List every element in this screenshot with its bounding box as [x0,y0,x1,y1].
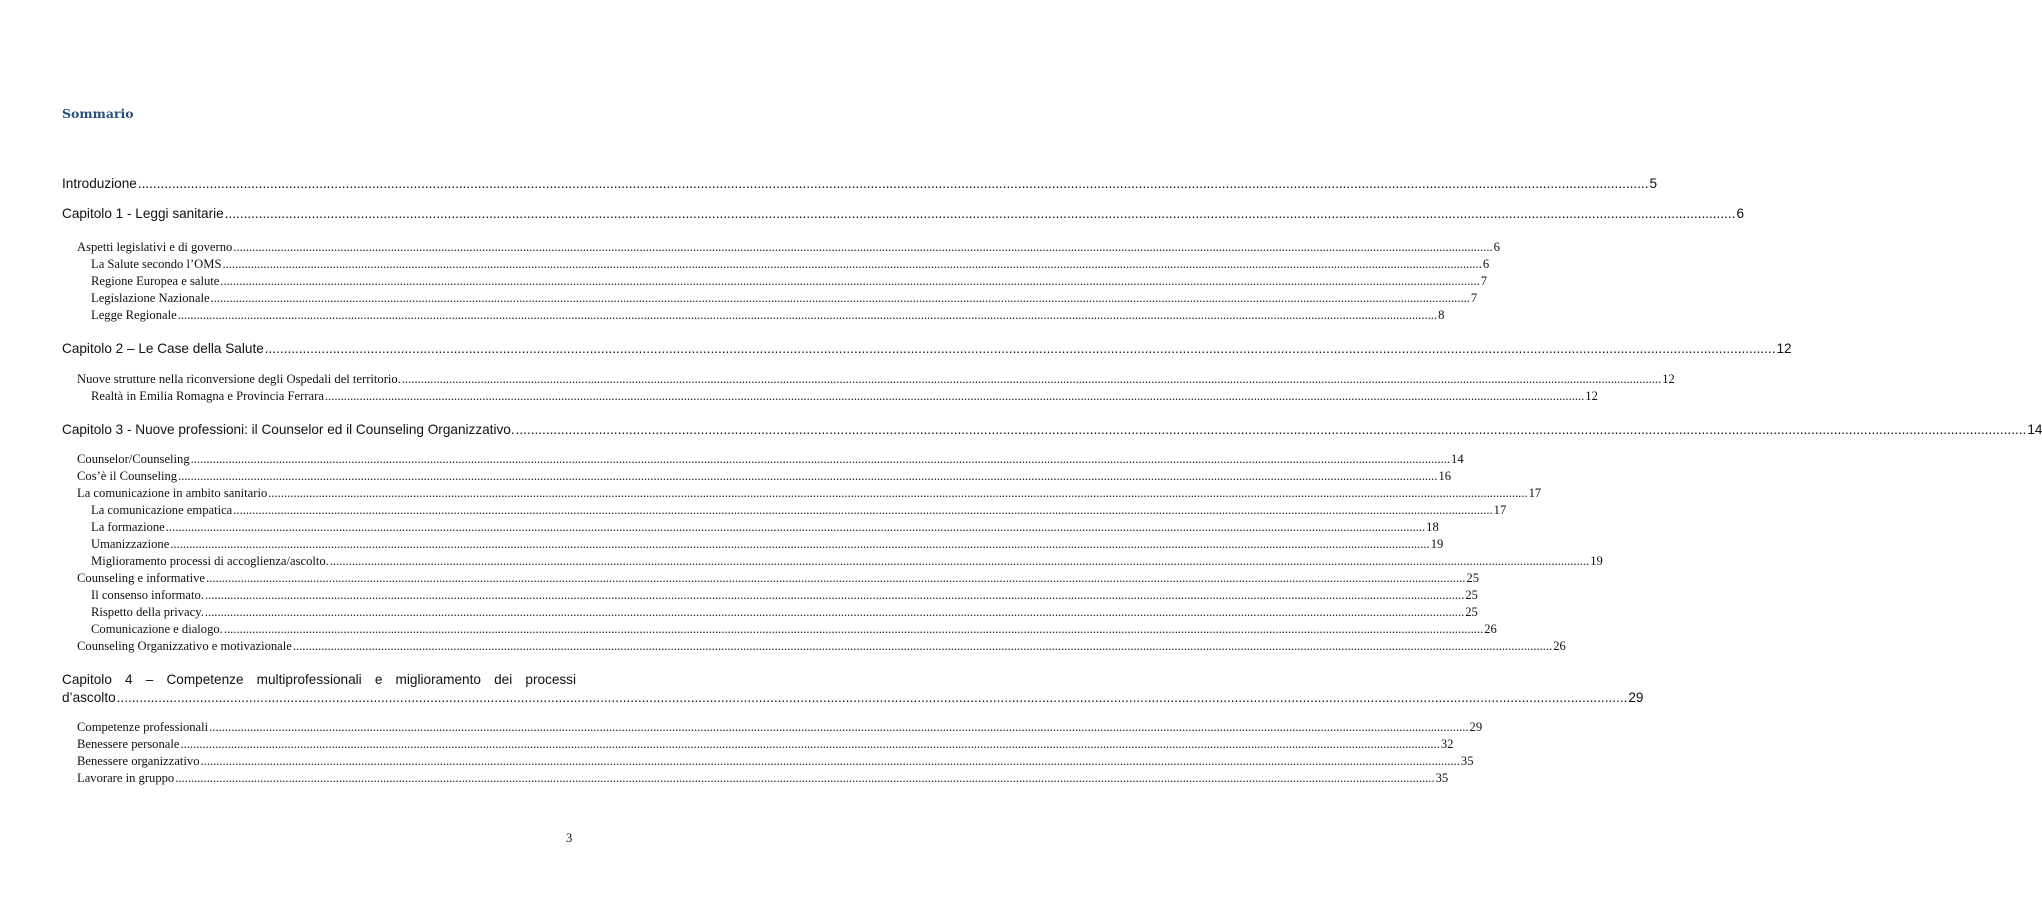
toc-entry[interactable] [91,291,1478,306]
toc-entry-title: Capitolo 3 - Nuove professioni: il Counselor ed il Counseling Organizzativo. [62,422,515,437]
toc-entry-page: 14 [1451,452,1464,466]
toc-entry-title: Counselor/Counseling [77,452,190,466]
toc-entry[interactable] [77,452,1464,467]
toc-entry-page: 17 [1528,486,1542,500]
dot-leader: ................................................................................................................................................................................................................................................................................................................................................................................................................ [515,422,2027,437]
toc-entry[interactable] [77,737,1454,752]
toc-entry-page: 6 [1482,257,1490,271]
toc-entry[interactable] [77,486,1542,501]
toc-entry-title: Il consenso informato. [91,588,204,602]
toc-entry-title: Cos’è il Counseling [77,469,178,483]
toc-entry-page: 29 [1628,690,1644,705]
toc-entry-page: 26 [1553,639,1566,653]
toc-entry-title: Benessere organizzativo [77,754,200,768]
toc-entry[interactable] [91,605,1478,620]
toc-entry-title: Counseling Organizzativo e motivazionale [77,639,292,653]
toc-entry[interactable] [77,720,1483,735]
toc-entry-title: La comunicazione in ambito sanitario [77,486,268,500]
page-number: 3 [566,831,573,845]
toc-entry-page: 25 [1465,588,1478,602]
dot-leader: ................................................................................................................................................................................................................................................................................................................................................................................................................ [222,257,1482,271]
toc-entry-page: 35 [1460,754,1474,768]
toc-entry[interactable] [62,422,2042,437]
toc-entry-page: 12 [1662,372,1675,386]
toc-entry-title: Competenze professionali [77,720,209,734]
dot-leader: ................................................................................................................................................................................................................................................................................................................................................................................................................ [233,503,1493,517]
dot-leader: ................................................................................................................................................................................................................................................................................................................................................................................................................ [264,341,1776,356]
toc-entry[interactable] [77,372,1675,387]
toc-entry[interactable] [91,389,1598,404]
toc-entry-title: d’ascolto [62,690,116,705]
toc-entry-page: 12 [1776,341,1792,356]
toc-entry-page: 32 [1440,737,1454,751]
dot-leader: ................................................................................................................................................................................................................................................................................................................................................................................................................ [137,176,1649,191]
toc-entry-page: 7 [1470,291,1478,305]
toc-entry-title: Realtà in Emilia Romagna e Provincia Ferrara [91,389,324,403]
toc-entry-page: 18 [1426,520,1439,534]
dot-leader: ................................................................................................................................................................................................................................................................................................................................................................................................................ [292,639,1553,653]
dot-leader: ................................................................................................................................................................................................................................................................................................................................................................................................................ [170,537,1430,551]
dot-leader: ................................................................................................................................................................................................................................................................................................................................................................................................................ [190,452,1451,466]
dot-leader: ................................................................................................................................................................................................................................................................................................................................................................................................................ [268,486,1528,500]
toc-entry[interactable] [62,176,1658,191]
dot-leader: ................................................................................................................................................................................................................................................................................................................................................................................................................ [401,372,1662,386]
toc-entry[interactable] [91,503,1507,518]
toc-entry-title: Lavorare in gruppo [77,771,175,785]
dot-leader: ................................................................................................................................................................................................................................................................................................................................................................................................................ [178,469,1438,483]
toc-entry-page: 12 [1585,389,1598,403]
toc-entry[interactable] [77,771,1449,786]
toc-entry-title: La formazione [91,520,165,534]
toc-entry[interactable] [62,206,1744,221]
dot-leader: ................................................................................................................................................................................................................................................................................................................................................................................................................ [224,206,1736,221]
toc-entry-title: Aspetti legislativi e di governo [77,240,233,254]
toc-entry[interactable] [77,754,1474,769]
toc-entry-title: Counseling e informative [77,571,206,585]
dot-leader: ................................................................................................................................................................................................................................................................................................................................................................................................................ [210,291,1470,305]
toc-entry[interactable] [91,257,1490,272]
dot-leader: ................................................................................................................................................................................................................................................................................................................................................................................................................ [329,554,1590,568]
dot-leader: ................................................................................................................................................................................................................................................................................................................................................................................................................ [175,771,1435,785]
toc-entry[interactable] [62,690,1644,705]
toc-entry-page: 5 [1649,176,1658,191]
dot-leader: ................................................................................................................................................................................................................................................................................................................................................................................................................ [177,308,1438,322]
toc-entry[interactable] [91,622,1497,637]
toc-entry[interactable] [91,308,1445,323]
toc-entry-page: 25 [1466,571,1479,585]
toc-entry-title: Benessere personale [77,737,180,751]
toc-entry-title: Rispetto della privacy. [91,605,204,619]
toc-entry-page: 16 [1438,469,1452,483]
toc-entry-page: 25 [1465,605,1478,619]
toc-entry[interactable] [91,537,1444,552]
toc-entry-title: Regione Europea e salute [91,274,220,288]
toc-entry-page: 6 [1493,240,1500,254]
dot-leader: ................................................................................................................................................................................................................................................................................................................................................................................................................ [180,737,1440,751]
toc-entry-title: Umanizzazione [91,537,170,551]
dot-leader: ................................................................................................................................................................................................................................................................................................................................................................................................................ [200,754,1460,768]
toc-entry-page: 19 [1590,554,1603,568]
toc-entry[interactable] [62,341,1792,356]
toc-entry-page: 14 [2027,422,2042,437]
toc-entry-title: Legislazione Nazionale [91,291,210,305]
toc-heading: Sommario [62,106,134,121]
toc-entry[interactable] [91,520,1439,535]
toc-entry[interactable] [77,469,1452,484]
dot-leader: ................................................................................................................................................................................................................................................................................................................................................................................................................ [204,605,1465,619]
dot-leader: ................................................................................................................................................................................................................................................................................................................................................................................................................ [220,274,1480,288]
dot-leader: ................................................................................................................................................................................................................................................................................................................................................................................................................ [209,720,1469,734]
toc-entry-page: 7 [1480,274,1488,288]
toc-entry[interactable] [91,588,1478,603]
toc-entry[interactable] [77,240,1500,255]
toc-entry-page: 26 [1484,622,1497,636]
toc-entry-page: 19 [1430,537,1444,551]
toc-entry[interactable] [91,274,1488,289]
toc-entry-title: La comunicazione empatica [91,503,233,517]
dot-leader: ................................................................................................................................................................................................................................................................................................................................................................................................................ [206,571,1466,585]
toc-entry-title: La Salute secondo l’OMS [91,257,222,271]
dot-leader: ................................................................................................................................................................................................................................................................................................................................................................................................................ [204,588,1465,602]
toc-entry-page: 29 [1469,720,1483,734]
toc-entry-page: 6 [1736,206,1744,221]
toc-entry-title: Nuove strutture nella riconversione degli Ospedali del territorio. [77,372,401,386]
toc-entry-title-line1[interactable]: Capitolo 4 – Competenze multiprofessionali e miglioramento dei processi [62,672,576,687]
toc-entry-title: Legge Regionale [91,308,177,322]
toc-entry-title: Capitolo 1 - Leggi sanitarie [62,206,224,221]
dot-leader: ................................................................................................................................................................................................................................................................................................................................................................................................................ [223,622,1484,636]
toc-entry-title: Capitolo 2 – Le Case della Salute [62,341,264,356]
toc-entry-title: Comunicazione e dialogo. [91,622,223,636]
toc-entry[interactable] [77,639,1566,654]
dot-leader: ................................................................................................................................................................................................................................................................................................................................................................................................................ [233,240,1493,254]
toc-entry-page: 8 [1438,308,1445,322]
dot-leader: ................................................................................................................................................................................................................................................................................................................................................................................................................ [165,520,1426,534]
toc-entry[interactable] [77,571,1479,586]
toc-entry-title: Introduzione [62,176,137,191]
toc-entry-page: 35 [1435,771,1449,785]
toc-entry[interactable] [91,554,1603,569]
dot-leader: ................................................................................................................................................................................................................................................................................................................................................................................................................ [324,389,1585,403]
toc-entry-title: Miglioramento processi di accoglienza/ascolto. [91,554,329,568]
dot-leader: ................................................................................................................................................................................................................................................................................................................................................................................................................ [116,690,1628,705]
toc-entry-page: 17 [1493,503,1507,517]
